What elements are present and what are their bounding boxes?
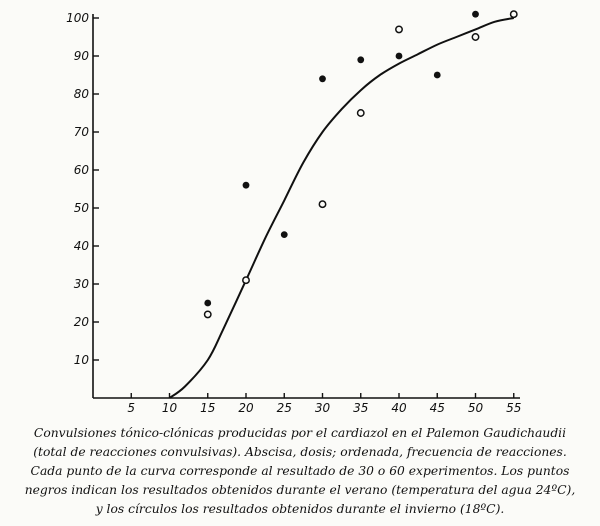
y-tick-label: 80: [73, 87, 89, 101]
x-tick-label: 30: [314, 401, 331, 415]
x-tick-label: 50: [467, 401, 484, 415]
x-tick-label: 45: [429, 401, 445, 415]
axes: [93, 14, 520, 398]
x-tick-label: 10: [161, 401, 178, 415]
x-tick-label: 20: [238, 401, 254, 415]
summer-point: [434, 72, 441, 79]
x-tick-label: 35: [353, 401, 369, 415]
x-tick-label: 5: [127, 401, 136, 415]
winter-point: [472, 34, 478, 40]
data-points: [204, 11, 517, 318]
winter-point: [511, 11, 517, 17]
y-tick-label: 100: [66, 11, 89, 25]
caption-line-1: Convulsiones tónico-clónicas producidas por el cardiazol en el Palemon Gaudichaudii: [33, 426, 567, 440]
summer-point: [243, 182, 250, 189]
x-tick-label: 40: [391, 401, 407, 415]
winter-point: [319, 201, 325, 207]
winter-point: [358, 110, 364, 116]
y-tick-label: 60: [73, 163, 89, 177]
axis-tick-labels: [66, 11, 521, 415]
summer-point: [357, 56, 364, 63]
x-tick-label: 55: [506, 401, 522, 415]
y-tick-label: 20: [73, 315, 89, 329]
figure-caption: [0, 424, 600, 519]
y-tick-label: 70: [73, 125, 89, 139]
caption-line-3: Cada punto de la curva corresponde al resultado de 30 o 60 experimentos. Los puntos: [30, 464, 570, 478]
summer-point: [319, 75, 326, 82]
caption-line-2: (total de reacciones convulsivas). Abscisa, dosis; ordenada, frecuencia de reacciones.: [33, 445, 567, 459]
y-tick-label: 50: [73, 201, 89, 215]
x-tick-label: 15: [200, 401, 216, 415]
summer-point: [281, 231, 288, 238]
axis-ticks: [93, 18, 514, 398]
caption-line-4: negros indican los resultados obtenidos durante el verano (temperatura del agua 24ºC),: [24, 483, 576, 497]
fitted-curve: [170, 18, 514, 398]
summer-point: [472, 11, 479, 18]
summer-point: [204, 300, 211, 307]
caption-line-5: y los círculos los resultados obtenidos durante el invierno (18ºC).: [95, 502, 505, 516]
winter-point: [243, 277, 249, 283]
y-tick-label: 40: [73, 239, 89, 253]
y-tick-label: 10: [73, 353, 89, 367]
y-tick-label: 30: [73, 277, 89, 291]
winter-point: [396, 26, 402, 32]
summer-point: [396, 53, 403, 60]
y-tick-label: 90: [73, 49, 89, 63]
winter-point: [205, 311, 211, 317]
x-tick-label: 25: [276, 401, 292, 415]
